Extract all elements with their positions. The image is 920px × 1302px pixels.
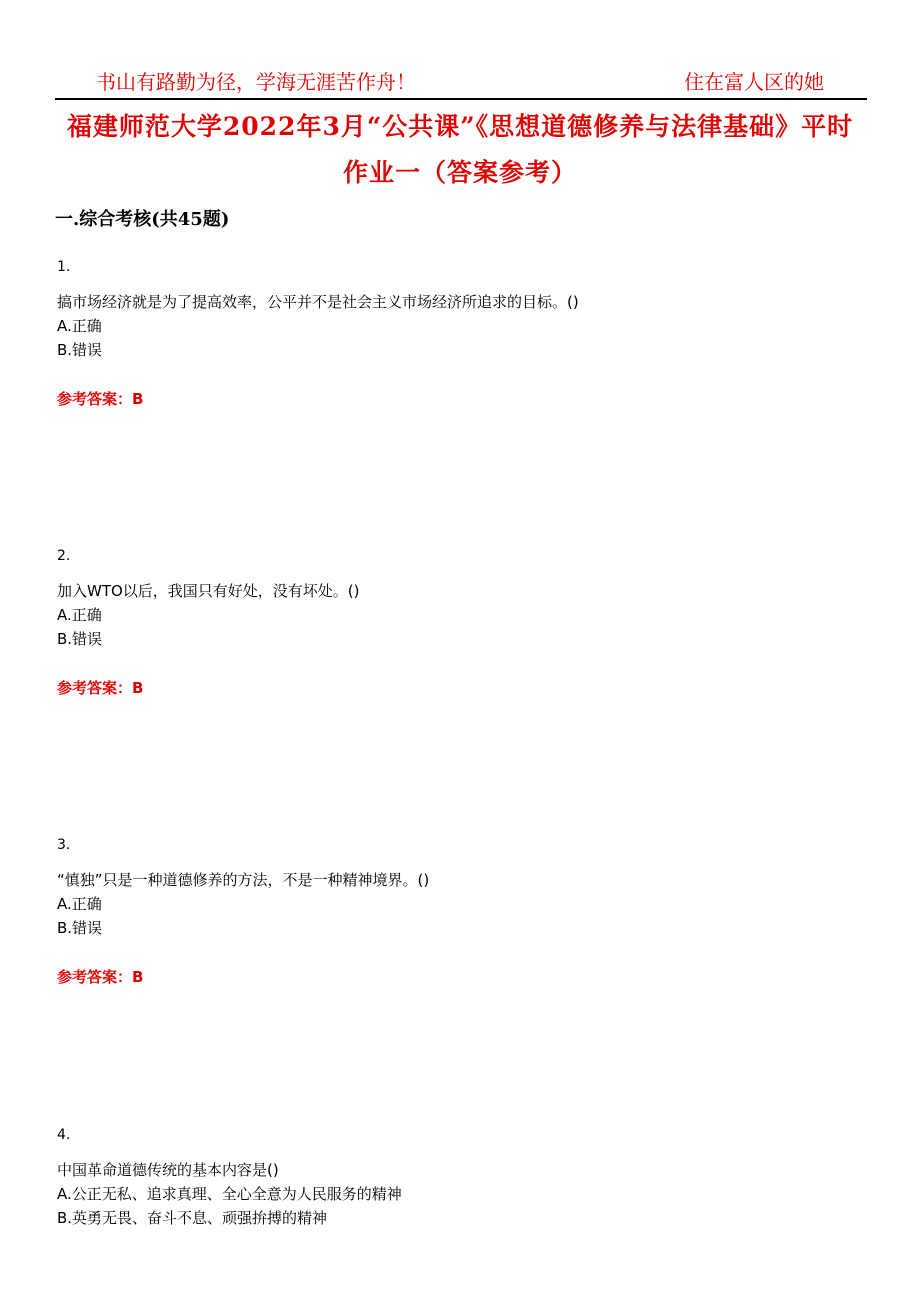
header-motto: 书山有路勤为径，学海无涯苦作舟！ (96, 70, 416, 94)
question-block (57, 545, 857, 698)
question-block (57, 256, 857, 409)
option-b: B.错误 (57, 341, 103, 359)
option-b: B.英勇无畏、奋斗不息、顽强拚搏的精神 (57, 1209, 328, 1227)
option-a: A.正确 (57, 895, 102, 913)
option-a: A.正确 (57, 317, 102, 335)
question-number: 4. (57, 1127, 71, 1143)
page-header (55, 64, 867, 100)
option-b: B.错误 (57, 630, 103, 648)
document-title: 福建师范大学2022年3月“公共课”《思想道德修养与法律基础》平时作业一（答案参考） (66, 112, 854, 187)
question-stem: 加入WTO以后，我国只有好处，没有坏处。() (57, 582, 360, 600)
question-stem: 中国革命道德传统的基本内容是() (57, 1161, 279, 1179)
question-number: 1. (57, 259, 71, 275)
question-number: 3. (57, 837, 71, 853)
header-author: 住在富人区的她 (684, 70, 824, 94)
reference-answer: 参考答案：B (57, 679, 144, 697)
question-block (57, 834, 857, 987)
option-b: B.错误 (57, 919, 103, 937)
question-stem: 搞市场经济就是为了提高效率，公平并不是社会主义市场经济所追求的目标。() (57, 293, 579, 311)
question-stem: “慎独”只是一种道德修养的方法，不是一种精神境界。() (57, 871, 430, 889)
option-a: A.正确 (57, 606, 102, 624)
reference-answer: 参考答案：B (57, 390, 144, 408)
question-block (57, 1124, 857, 1230)
reference-answer: 参考答案：B (57, 968, 144, 986)
section-title: 一.综合考核(共45题) (55, 209, 230, 230)
question-number: 2. (57, 548, 71, 564)
option-a: A.公正无私、追求真理、全心全意为人民服务的精神 (57, 1185, 402, 1203)
